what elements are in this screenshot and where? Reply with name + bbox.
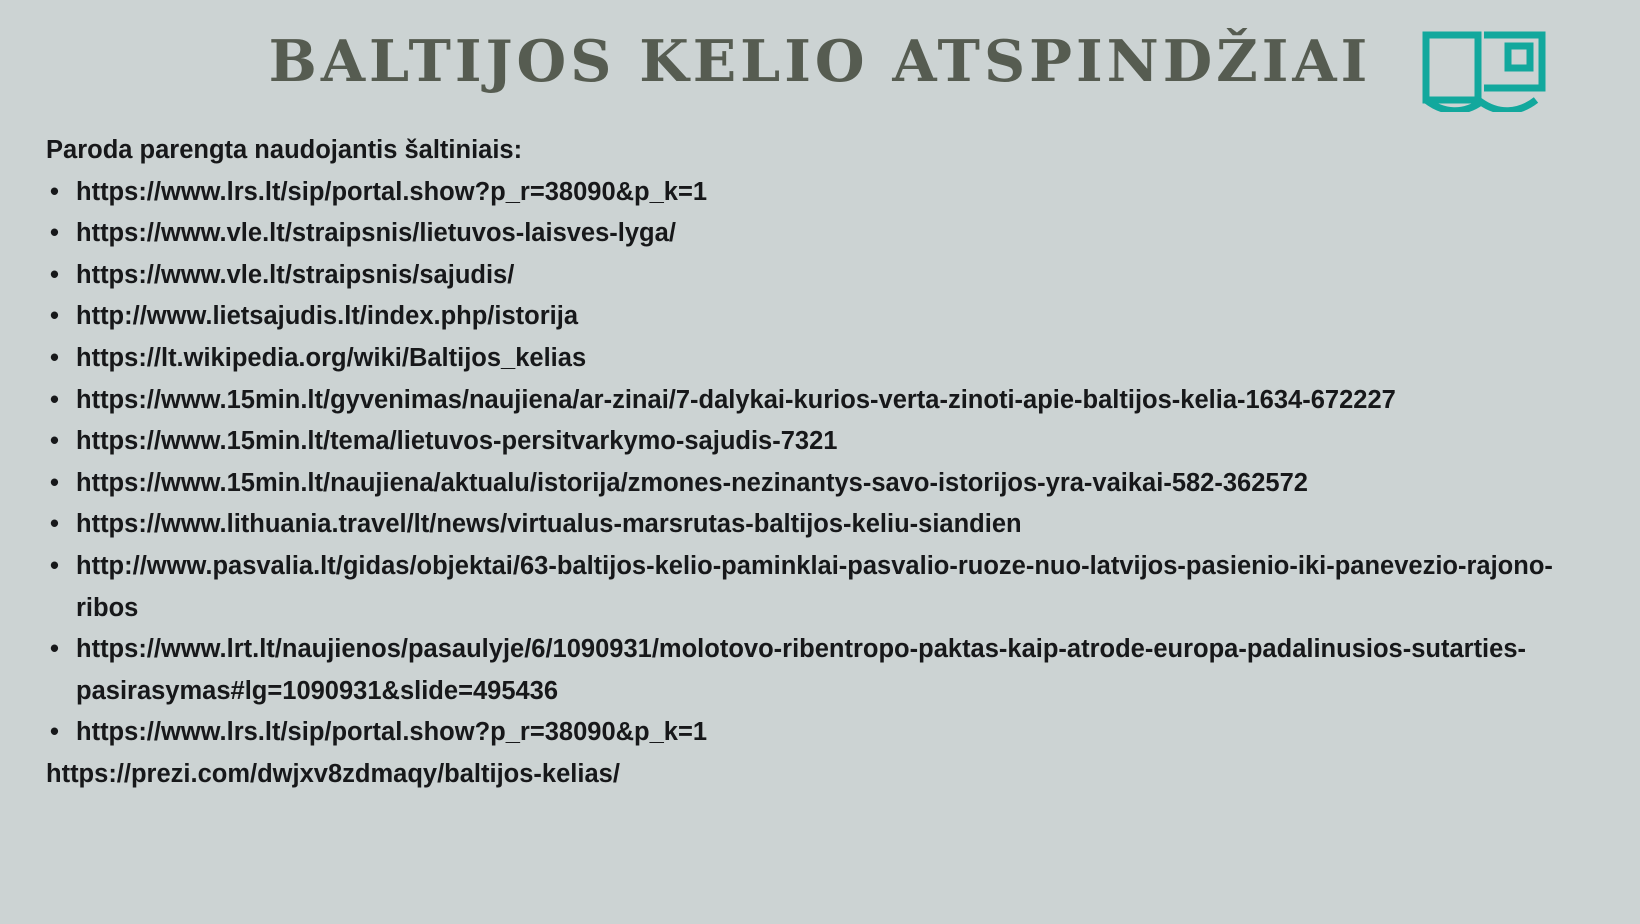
- list-item: • https://www.vle.lt/straipsnis/lietuvos-laisves-lyga/: [46, 213, 1586, 255]
- list-item: • http://www.lietsajudis.lt/index.php/istorija: [46, 296, 1586, 338]
- list-item: • https://www.15min.lt/tema/lietuvos-persitvarkymo-sajudis-7321: [46, 421, 1586, 463]
- list-item: • http://www.pasvalia.lt/gidas/objektai/63-baltijos-kelio-paminklai-pasvalio-ruoze-nuo-latvijos-pasienio-iki-panevezio-rajono-ribos: [46, 546, 1586, 629]
- sources-block: [46, 130, 1586, 796]
- list-item: • https://www.vle.lt/straipsnis/sajudis/: [46, 255, 1586, 297]
- list-item: • https://www.15min.lt/gyvenimas/naujiena/ar-zinai/7-dalykai-kurios-verta-zinoti-apie-baltijos-kelia-1634-672227: [46, 380, 1586, 422]
- trailing-link: https://prezi.com/dwjxv8zdmaqy/baltijos-kelias/: [46, 759, 620, 788]
- list-item: • https://www.lrt.lt/naujienos/pasaulyje/6/1090931/molotovo-ribentropo-paktas-kaip-atrode-europa-padalinusios-sutarties-pasirasymas#lg=1090931&slide=495436: [46, 629, 1586, 712]
- page-title: BALTIJOS KELIO ATSPINDŽIAI: [268, 28, 1372, 95]
- intro-text: Paroda parengta naudojantis šaltiniais:: [46, 136, 523, 164]
- sources-list: [46, 172, 1586, 754]
- list-item: • https://www.15min.lt/naujiena/aktualu/istorija/zmones-nezinantys-savo-istorijos-yra-vaikai-582-362572: [46, 463, 1586, 505]
- list-item: • https://lt.wikipedia.org/wiki/Baltijos_kelias: [46, 338, 1586, 380]
- list-item: • https://www.lrs.lt/sip/portal.show?p_r=38090&p_k=1: [46, 712, 1586, 754]
- list-item: • https://www.lrs.lt/sip/portal.show?p_r=38090&p_k=1: [46, 172, 1586, 214]
- open-book-logo: [1420, 26, 1548, 112]
- list-item: • https://www.lithuania.travel/lt/news/virtualus-marsrutas-baltijos-keliu-siandien: [46, 504, 1586, 546]
